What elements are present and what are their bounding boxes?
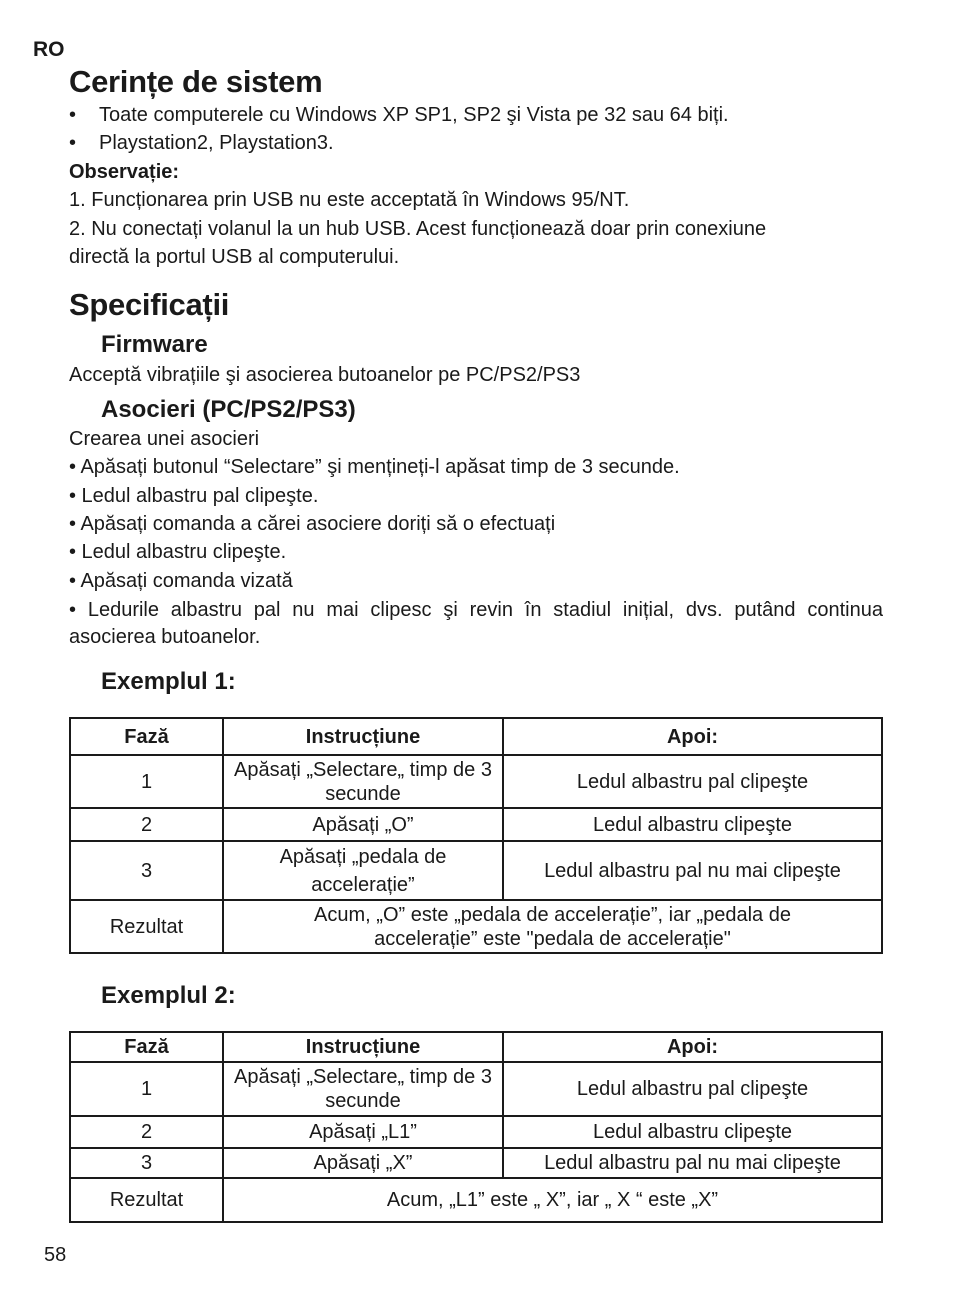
cell-phase: 1: [70, 1062, 223, 1116]
cell-result-text: Acum, „O” este „pedala de accelerație”, iar „pedala de accelerație” este "pedala de accelerație": [223, 900, 882, 953]
subheading-firmware: Firmware: [101, 331, 208, 358]
cell-instruction: Apăsați „L1”: [223, 1116, 503, 1148]
firmware-text: Acceptă vibrațiile şi asocierea butoanelor pe PC/PS2/PS3: [69, 364, 581, 386]
asocieri-line: • Ledul albastru pal clipeşte.: [69, 485, 319, 507]
cell-then: Ledul albastru clipeşte: [503, 1116, 882, 1148]
cell-phase: 3: [70, 841, 223, 900]
header-then: Apoi:: [503, 718, 882, 755]
bullet-marker: •: [69, 104, 77, 126]
asocieri-line: • Apăsați butonul “Selectare” şi mențineți-l apăsat timp de 3 secunde.: [69, 456, 680, 478]
table-result-row: [70, 900, 882, 953]
example1-heading: Exemplul 1:: [101, 668, 236, 695]
table-row: [70, 808, 882, 841]
asocieri-paragraph: • Ledurile albastru pal nu mai clipesc şi revin în stadiul inițial, dvs. putând continua asocierea butoanelor.: [69, 599, 883, 648]
section-title-system-requirements: Cerințe de sistem: [69, 64, 323, 99]
table-row: [70, 1062, 882, 1116]
table-row: [70, 755, 882, 808]
cell-phase: 2: [70, 1116, 223, 1148]
asocieri-line: • Apăsați comanda vizată: [69, 570, 293, 592]
note-item: 2. Nu conectați volanul la un hub USB. Acest funcționează doar prin conexiune: [69, 218, 767, 240]
note-item: 1. Funcționarea prin USB nu este acceptată în Windows 95/NT.: [69, 189, 630, 211]
cell-result-label: Rezultat: [70, 1178, 223, 1222]
cell-instruction: Apăsați „O”: [223, 808, 503, 841]
subheading-asocieri: Asocieri (PC/PS2/PS3): [101, 396, 356, 423]
header-instruction: Instrucțiune: [223, 1032, 503, 1062]
cell-then: Ledul albastru pal nu mai clipeşte: [503, 841, 882, 900]
header-phase: Fază: [70, 1032, 223, 1062]
header-instruction: Instrucțiune: [223, 718, 503, 755]
asocieri-line: Crearea unei asocieri: [69, 428, 260, 450]
section-title-specifications: Specificații: [69, 287, 230, 322]
example1-table: [69, 717, 883, 954]
note-item-continued: directă la portul USB al computerului.: [69, 246, 400, 268]
cell-instruction: Apăsați „Selectare„ timp de 3 secunde: [223, 1062, 503, 1116]
cell-then: Ledul albastru pal clipeşte: [503, 1062, 882, 1116]
bullet-marker: •: [69, 132, 77, 154]
requirement-item: Playstation2, Playstation3.: [99, 132, 334, 154]
cell-instruction: Apăsați „X”: [223, 1148, 503, 1178]
cell-phase: 3: [70, 1148, 223, 1178]
cell-result-text: Acum, „L1” este „ X”, iar „ X “ este „X”: [223, 1178, 882, 1222]
cell-phase: 1: [70, 755, 223, 808]
cell-result-label: Rezultat: [70, 900, 223, 953]
table-header-row: [70, 1032, 882, 1062]
language-code: RO: [33, 38, 65, 61]
table-row: [70, 1116, 882, 1148]
table-result-row: [70, 1178, 882, 1222]
cell-instruction: Apăsați „Selectare„ timp de 3 secunde: [223, 755, 503, 808]
example2-heading: Exemplul 2:: [101, 982, 236, 1009]
page-number: 58: [44, 1244, 67, 1266]
cell-then: Ledul albastru pal clipeşte: [503, 755, 882, 808]
table-header-row: [70, 718, 882, 755]
note-label: Observație:: [69, 161, 180, 183]
asocieri-line: • Apăsați comanda a cărei asociere doriți să o efectuați: [69, 513, 556, 535]
asocieri-line: • Ledul albastru clipeşte.: [69, 541, 287, 563]
requirement-item: Toate computerele cu Windows XP SP1, SP2 şi Vista pe 32 sau 64 biți.: [99, 104, 729, 126]
cell-instruction: Apăsați „pedala de accelerație”: [223, 841, 503, 900]
example2-table: [69, 1031, 883, 1223]
cell-then: Ledul albastru pal nu mai clipeşte: [503, 1148, 882, 1178]
cell-then: Ledul albastru clipeşte: [503, 808, 882, 841]
header-then: Apoi:: [503, 1032, 882, 1062]
table-row: [70, 841, 882, 900]
table-row: [70, 1148, 882, 1178]
header-phase: Fază: [70, 718, 223, 755]
cell-phase: 2: [70, 808, 223, 841]
